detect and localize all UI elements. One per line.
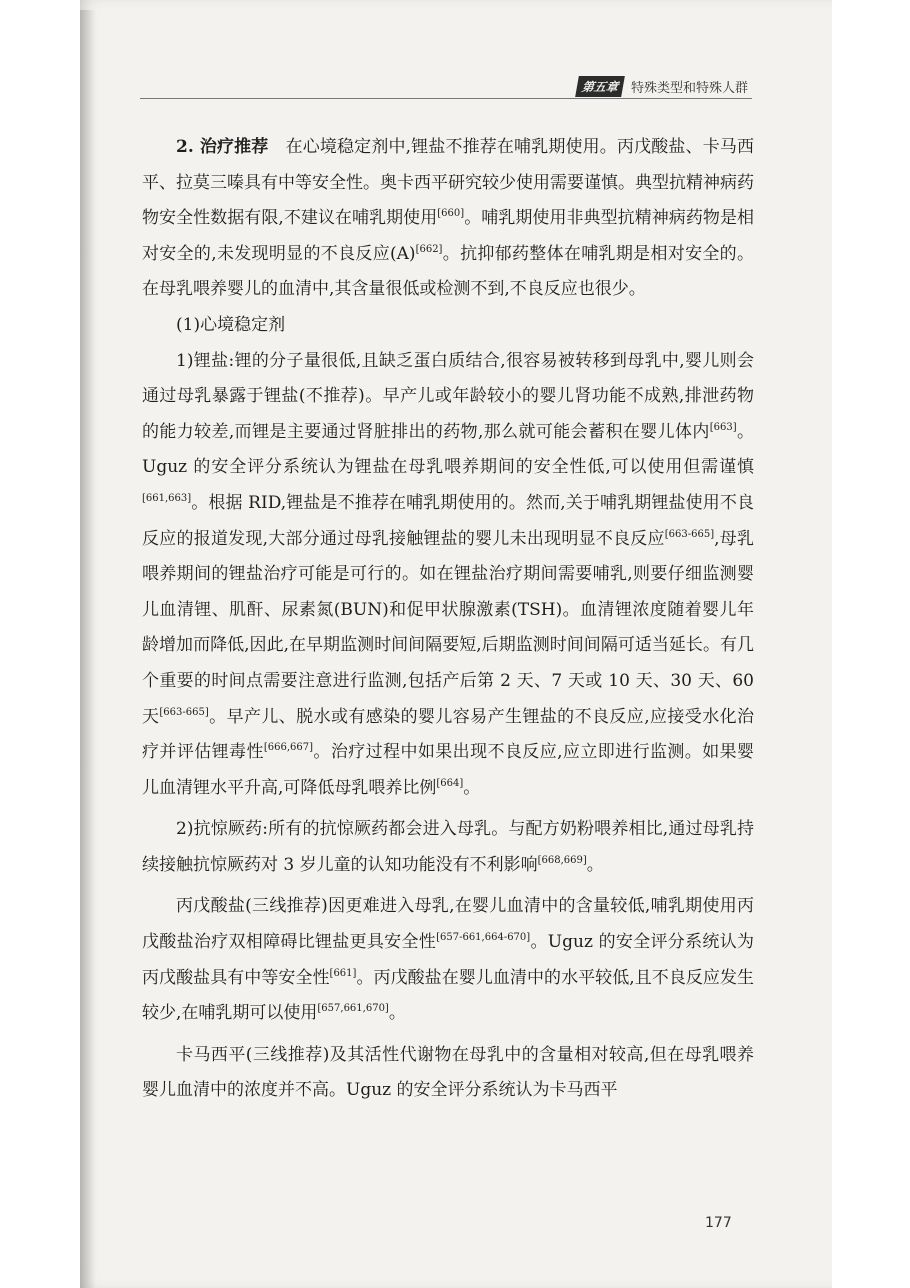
lithium-text: 。早产儿、脱水或有感染的婴儿容易产生锂盐的不良反应,应接受水化治疗并评估锂毒性 <box>142 706 755 763</box>
citation: [662] <box>415 243 443 255</box>
lithium-text: 。根据 RID,锂盐是不推荐在哺乳期使用的。然而,关于哺乳期锂盐使用不良反应的报道发现,大部分通过母乳接触锂盐的婴儿未出现明显不良反应 <box>142 492 754 549</box>
citation: [657,661,670] <box>317 1003 389 1015</box>
anticonvulsant-paragraph <box>142 812 754 883</box>
citation: [663-665] <box>159 706 209 718</box>
citation: [663] <box>709 421 737 433</box>
anticonvulsant-heading: 2)抗惊厥药: <box>176 819 268 840</box>
valproate-text: 。 <box>388 1003 406 1024</box>
valproate-text: 丙戊酸盐(三线推荐)因更难进入母乳,在婴儿血清中的含量较低,哺乳期使用丙戊酸盐治疗双相障碍比锂盐更具安全性 <box>142 896 754 953</box>
page-number: 177 <box>705 1215 732 1231</box>
treatment-text: 在心境稳定剂中,锂盐不推荐在哺乳期使用。丙戊酸盐、卡马西平、拉莫三嗪具有中等安全性。奥卡西平研究较少使用需要谨慎。典型抗精神病药物安全性数据有限,不建议在哺乳期使用 <box>142 137 755 229</box>
lithium-text: ,母乳喂养期间的锂盐治疗可能是可行的。如在锂盐治疗期间需要哺乳,则要仔细监测婴儿血清锂、肌酐、尿素氮(BUN)和促甲状腺激素(TSH)。血清锂浓度随着婴儿年龄增加而降低,因此,在早期监测时间间隔要短,后期监测时间间隔可适当延长。有几个重要的时间点需要注意进行监测,包括产后第 2 天、7 天或 10 天、30 天、60 天 <box>142 528 755 727</box>
header-rule <box>140 98 752 99</box>
treatment-text-3: 。抗抑郁药整体在哺乳期是相对安全的。在母乳喂养婴儿的血清中,其含量很低或检测不到,不良反应也很少。 <box>142 243 754 300</box>
chapter-badge: 第五章 <box>575 76 625 97</box>
citation: [660] <box>437 208 465 220</box>
body-text <box>142 130 754 1109</box>
carbamazepine-paragraph: 卡马西平(三线推荐)及其活性代谢物在母乳中的含量相对较高,但在母乳喂养婴儿血清中的浓度并不高。Uguz 的安全评分系统认为卡马西平 <box>142 1044 754 1101</box>
lithium-text: 。 <box>463 777 481 798</box>
citation: [663-665] <box>664 528 715 540</box>
lithium-text: 锂的分子量很低,且缺乏蛋白质结合,很容易被转移到母乳中,婴儿则会通过母乳暴露于锂盐(不推荐)。早产儿或年龄较小的婴儿肾功能不成熟,排泄药物的能力较差,而锂是主要通过肾脏排出的药物,那么就可能会蓄积在婴儿体内 <box>142 350 754 442</box>
anticonvulsant-text: 。 <box>586 854 604 875</box>
citation: [666,667] <box>263 742 314 754</box>
valproate-paragraph <box>142 889 754 1031</box>
binding-shadow <box>80 10 96 1288</box>
valproate-text: 。丙戊酸盐在婴儿血清中的水平较低,且不良反应发生较少,在哺乳期可以使用 <box>142 967 755 1024</box>
citation: [661,663] <box>142 492 192 504</box>
citation: [668,669] <box>537 854 587 866</box>
citation: [661] <box>329 967 357 979</box>
mood-stabilizer-heading: (1)心境稳定剂 <box>176 314 286 335</box>
treatment-text-2: 。哺乳期使用非典型抗精神病药物是相对安全的,未发现明显的不良反应(A) <box>142 208 754 264</box>
chapter-title: 特殊类型和特殊人群 <box>630 81 748 96</box>
treatment-heading: 2. 治疗推荐 <box>176 137 269 157</box>
lithium-text: 。Uguz 的安全评分系统认为锂盐在母乳喂养期间的安全性低,可以使用但需谨慎 <box>142 421 755 478</box>
anticonvulsant-text: 所有的抗惊厥药都会进入母乳。与配方奶粉喂养相比,通过母乳持续接触抗惊厥药对 3 岁儿童的认知功能没有不利影响 <box>142 819 754 875</box>
valproate-text: 。Uguz 的安全评分系统认为丙戊酸盐具有中等安全性 <box>142 932 754 988</box>
citation: [657-661,664-670] <box>436 932 531 944</box>
treatment-paragraph <box>142 130 754 308</box>
lithium-text: 。治疗过程中如果出现不良反应,应立即进行监测。如果婴儿血清锂水平升高,可降低母乳喂养比例 <box>142 742 755 798</box>
running-header <box>577 76 748 97</box>
lithium-heading: 1)锂盐: <box>176 350 235 371</box>
lithium-paragraph <box>142 344 754 807</box>
citation: [664] <box>436 777 464 789</box>
